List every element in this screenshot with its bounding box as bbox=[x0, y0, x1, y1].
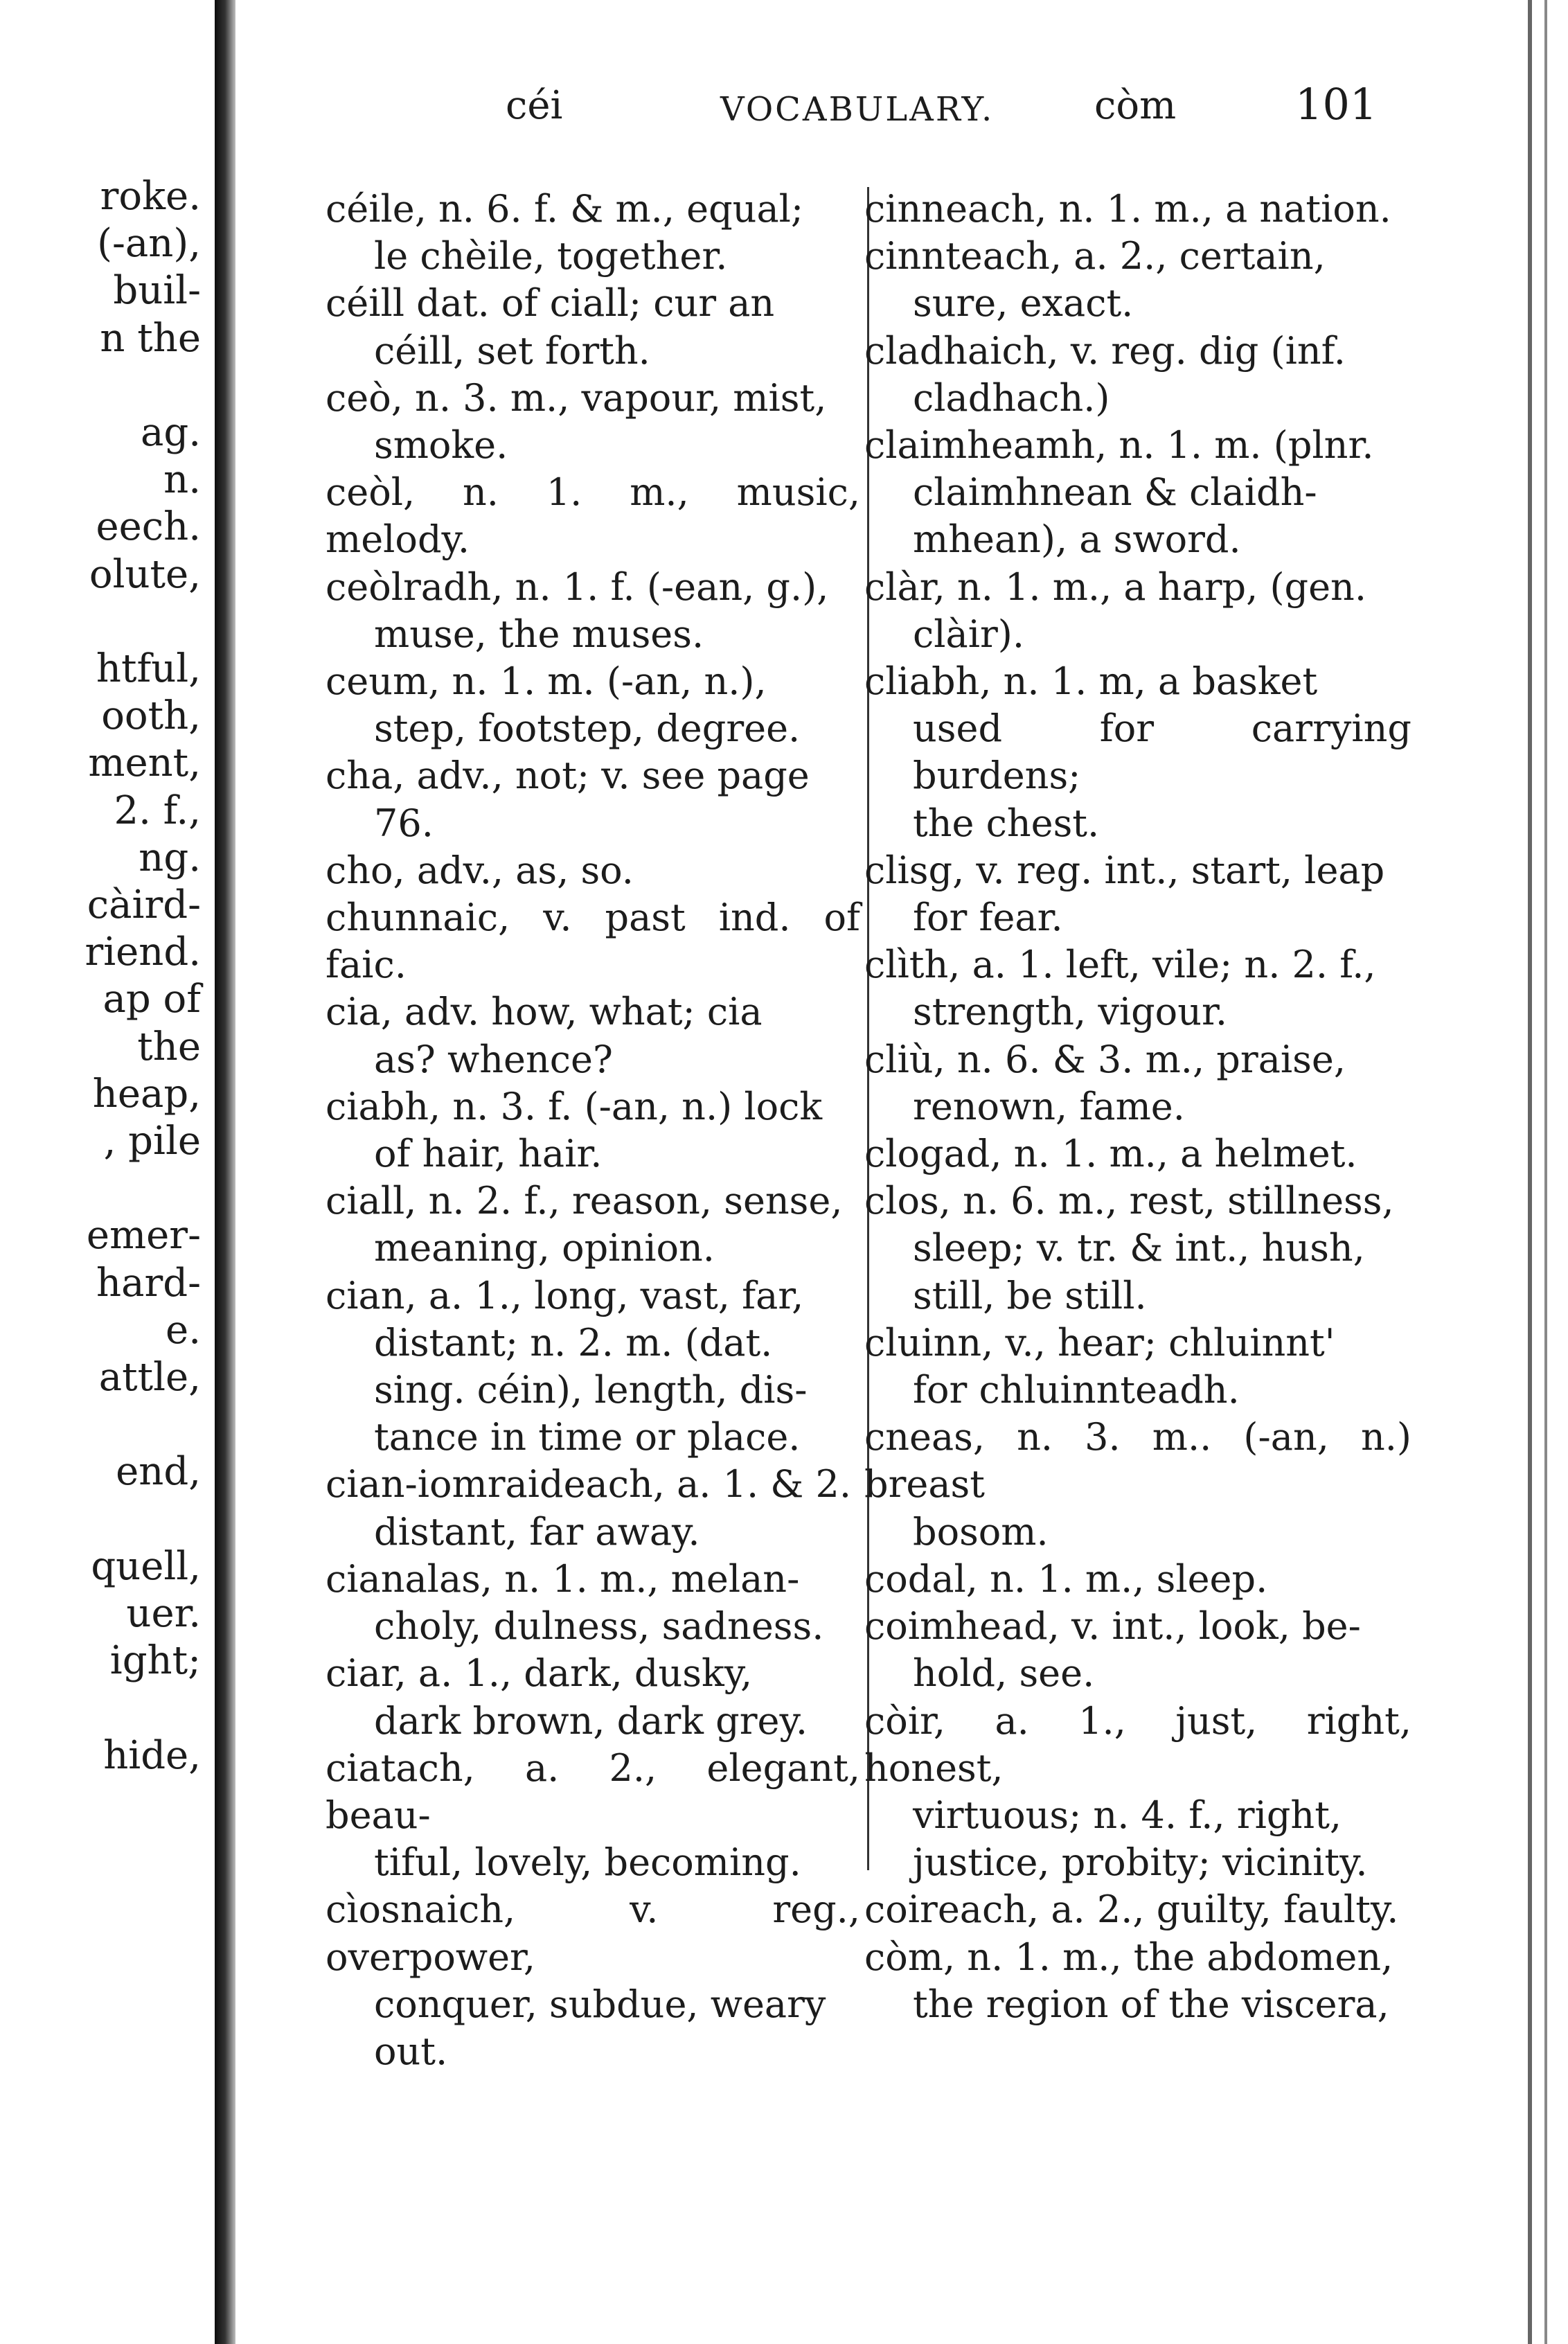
guide-word-first: céi bbox=[506, 83, 563, 128]
dictionary-entry bbox=[864, 941, 1411, 1036]
entry-continuation: 76. bbox=[374, 801, 434, 845]
entry-headline: cia, adv. how, what; cia bbox=[326, 990, 763, 1034]
entry-continuation: out. bbox=[374, 2029, 448, 2073]
dictionary-entry bbox=[326, 1272, 860, 1462]
dictionary-entry bbox=[326, 1886, 860, 2075]
entry-continuation: the region of the viscera, bbox=[913, 1982, 1389, 2026]
entry-continuation: justice, probity; vicinity. bbox=[913, 1840, 1368, 1885]
entry-headline: cneas, n. 3. m.. (-an, n.) breast bbox=[864, 1415, 1411, 1507]
facing-page-line: ment, bbox=[88, 740, 201, 786]
facing-page-line: 2. f., bbox=[114, 788, 201, 833]
entry-continuation: for fear. bbox=[913, 896, 1063, 940]
entry-continuation: claimhnean & claidh- bbox=[913, 470, 1317, 515]
entry-continuation: smoke. bbox=[374, 423, 508, 468]
dictionary-entry bbox=[864, 658, 1411, 847]
dictionary-entry bbox=[864, 1934, 1411, 2028]
entry-continuation: meaning, opinion. bbox=[374, 1226, 715, 1270]
entry-headline: codal, n. 1. m., sleep. bbox=[864, 1556, 1268, 1601]
facing-page-line: eech. bbox=[96, 504, 201, 550]
entry-headline: cian-iomraideach, a. 1. & 2. bbox=[326, 1462, 852, 1507]
entry-continuation: for chluinnteadh. bbox=[913, 1368, 1240, 1412]
facing-page-line: heap, bbox=[92, 1071, 201, 1117]
entry-headline: ciar, a. 1., dark, dusky, bbox=[326, 1651, 753, 1696]
entry-headline: cliabh, n. 1. m, a basket bbox=[864, 659, 1318, 704]
facing-page-line: emer- bbox=[86, 1213, 201, 1259]
dictionary-entry bbox=[864, 1320, 1411, 1414]
entry-headline: clogad, n. 1. m., a helmet. bbox=[864, 1132, 1357, 1176]
dictionary-entry bbox=[864, 847, 1411, 941]
facing-page-line: hide, bbox=[103, 1732, 201, 1778]
entry-headline: cha, adv., not; v. see page bbox=[326, 754, 810, 798]
entry-continuation: used for carrying burdens; bbox=[913, 707, 1411, 798]
entry-continuation: of hair, hair. bbox=[374, 1132, 603, 1176]
dictionary-entry bbox=[326, 658, 860, 752]
dictionary-entry bbox=[864, 1603, 1411, 1697]
facing-page-line: ng. bbox=[139, 835, 201, 880]
entry-continuation: céill, set forth. bbox=[374, 328, 650, 373]
page-edge bbox=[1544, 0, 1547, 2344]
entry-continuation: hold, see. bbox=[913, 1651, 1095, 1696]
dictionary-entry bbox=[326, 1083, 860, 1178]
entry-headline: coireach, a. 2., guilty, faulty. bbox=[864, 1888, 1399, 1932]
entry-headline: cianalas, n. 1. m., melan- bbox=[326, 1556, 800, 1601]
entry-headline: chunnaic, v. past ind. of faic. bbox=[326, 896, 860, 987]
vocabulary-column-right bbox=[864, 186, 1411, 2028]
dictionary-entry bbox=[864, 1886, 1411, 1933]
facing-page-line: buil- bbox=[113, 268, 201, 314]
dictionary-entry bbox=[864, 1698, 1411, 1887]
facing-page-line: ap of bbox=[103, 977, 201, 1022]
facing-page-line: (-an), bbox=[97, 221, 201, 267]
facing-page-line: ag. bbox=[140, 410, 201, 455]
entry-headline: céile, n. 6. f. & m., equal; bbox=[326, 187, 804, 231]
dictionary-entry bbox=[326, 847, 860, 894]
entry-continuation: mhean), a sword. bbox=[913, 517, 1241, 562]
entry-continuation: sleep; v. tr. & int., hush, bbox=[913, 1226, 1365, 1270]
entry-headline: ciall, n. 2. f., reason, sense, bbox=[326, 1179, 843, 1223]
dictionary-entry bbox=[864, 328, 1411, 422]
dictionary-entry bbox=[864, 233, 1411, 327]
entry-continuation: sing. céin), length, dis- bbox=[374, 1368, 808, 1412]
dictionary-entry bbox=[326, 186, 860, 280]
entry-headline: còir, a. 1., just, right, honest, bbox=[864, 1698, 1411, 1790]
entry-continuation: still, be still. bbox=[913, 1273, 1147, 1317]
entry-headline: ceò, n. 3. m., vapour, mist, bbox=[326, 375, 827, 420]
running-head bbox=[485, 79, 1420, 145]
entry-headline: clos, n. 6. m., rest, stillness, bbox=[864, 1179, 1394, 1223]
entry-headline: ciabh, n. 3. f. (-an, n.) lock bbox=[326, 1084, 823, 1128]
entry-headline: ciatach, a. 2., elegant, beau- bbox=[326, 1746, 860, 1837]
entry-headline: ceòl, n. 1. m., music, melody. bbox=[326, 470, 860, 562]
dictionary-entry bbox=[326, 280, 860, 374]
entry-continuation: sure, exact. bbox=[913, 281, 1134, 326]
dictionary-entry bbox=[326, 564, 860, 658]
facing-page-line: roke. bbox=[100, 174, 201, 219]
entry-continuation: step, footstep, degree. bbox=[374, 707, 801, 751]
facing-page-line: n. bbox=[163, 457, 201, 503]
dictionary-entry bbox=[326, 894, 860, 988]
dictionary-entry bbox=[326, 1745, 860, 1887]
entry-continuation: virtuous; n. 4. f., right, bbox=[913, 1793, 1342, 1837]
facing-page-line: attle, bbox=[98, 1355, 201, 1400]
dictionary-entry bbox=[326, 1650, 860, 1744]
entry-continuation: cladhach.) bbox=[913, 375, 1110, 420]
entry-headline: coimhead, v. int., look, be- bbox=[864, 1604, 1361, 1649]
facing-page-line: càird- bbox=[87, 882, 201, 927]
dictionary-entry bbox=[864, 1414, 1411, 1556]
entry-continuation: le chèile, together. bbox=[374, 234, 728, 278]
entry-headline: cian, a. 1., long, vast, far, bbox=[326, 1273, 804, 1317]
dictionary-entry bbox=[864, 186, 1411, 233]
entry-continuation: clàir). bbox=[913, 612, 1025, 656]
entry-headline: cluinn, v., hear; chluinnt' bbox=[864, 1320, 1335, 1365]
facing-page-line: riend. bbox=[84, 930, 201, 975]
entry-continuation: tance in time or place. bbox=[374, 1415, 801, 1459]
dictionary-entry bbox=[864, 564, 1411, 658]
entry-headline: ceum, n. 1. m. (-an, n.), bbox=[326, 659, 767, 704]
entry-continuation: choly, dulness, sadness. bbox=[374, 1604, 824, 1649]
entry-headline: còm, n. 1. m., the abdomen, bbox=[864, 1935, 1393, 1979]
entry-continuation: tiful, lovely, becoming. bbox=[374, 1840, 801, 1885]
entry-headline: ceòlradh, n. 1. f. (-ean, g.), bbox=[326, 565, 829, 609]
dictionary-entry bbox=[326, 469, 860, 563]
entry-headline: cladhaich, v. reg. dig (inf. bbox=[864, 328, 1346, 373]
entry-headline: cinnteach, a. 2., certain, bbox=[864, 234, 1326, 278]
entry-continuation: distant, far away. bbox=[374, 1509, 700, 1554]
facing-page-line: e. bbox=[166, 1307, 201, 1353]
dictionary-entry bbox=[864, 1036, 1411, 1130]
entry-continuation: dark brown, dark grey. bbox=[374, 1698, 808, 1743]
facing-page-line: htful, bbox=[96, 646, 201, 691]
dictionary-entry bbox=[864, 422, 1411, 564]
guide-word-last: còm bbox=[1094, 83, 1177, 128]
entry-headline: claimheamh, n. 1. m. (plnr. bbox=[864, 423, 1374, 468]
dictionary-entry bbox=[326, 1178, 860, 1272]
entry-continuation: muse, the muses. bbox=[374, 612, 704, 656]
book-gutter bbox=[215, 0, 235, 2344]
entry-continuation: distant; n. 2. m. (dat. bbox=[374, 1320, 773, 1365]
dictionary-entry bbox=[326, 1556, 860, 1650]
dictionary-entry bbox=[864, 1178, 1411, 1320]
entry-headline: cìosnaich, v. reg., overpower, bbox=[326, 1888, 860, 1979]
dictionary-entry bbox=[326, 988, 860, 1083]
entry-headline: céill dat. of ciall; cur an bbox=[326, 281, 775, 326]
facing-page-line: the bbox=[137, 1024, 201, 1069]
page-title: VOCABULARY. bbox=[720, 90, 995, 129]
facing-page-line: hard- bbox=[96, 1260, 201, 1306]
facing-page-line: quell, bbox=[91, 1543, 201, 1589]
facing-page-fragment bbox=[0, 173, 208, 1836]
entry-headline: clisg, v. reg. int., start, leap bbox=[864, 848, 1385, 892]
facing-page-line: ooth, bbox=[101, 693, 201, 739]
facing-page-line: , pile bbox=[103, 1119, 201, 1164]
vocabulary-column-left bbox=[326, 186, 860, 2075]
entry-headline: cho, adv., as, so. bbox=[326, 848, 634, 892]
entry-continuation: renown, fame. bbox=[913, 1084, 1185, 1128]
page-number: 101 bbox=[1295, 79, 1378, 130]
entry-continuation: strength, vigour. bbox=[913, 990, 1228, 1034]
page-edge bbox=[1528, 0, 1532, 2344]
facing-page-line: olute, bbox=[89, 551, 201, 597]
dictionary-entry bbox=[326, 375, 860, 469]
dictionary-entry bbox=[864, 1556, 1411, 1603]
facing-page-line: ight; bbox=[109, 1638, 201, 1684]
entry-continuation: as? whence? bbox=[374, 1037, 613, 1081]
entry-headline: cinneach, n. 1. m., a nation. bbox=[864, 187, 1391, 231]
entry-headline: cliù, n. 6. & 3. m., praise, bbox=[864, 1037, 1346, 1081]
entry-headline: clìth, a. 1. left, vile; n. 2. f., bbox=[864, 943, 1376, 987]
facing-page-line: n the bbox=[100, 315, 201, 361]
facing-page-line: end, bbox=[116, 1449, 201, 1495]
entry-headline: clàr, n. 1. m., a harp, (gen. bbox=[864, 565, 1366, 609]
facing-page-line: uer. bbox=[126, 1591, 201, 1636]
entry-continuation: conquer, subdue, weary bbox=[374, 1982, 826, 2026]
dictionary-entry bbox=[326, 1461, 860, 1555]
dictionary-entry bbox=[326, 752, 860, 846]
entry-continuation: the chest. bbox=[913, 801, 1100, 845]
entry-continuation: bosom. bbox=[913, 1509, 1049, 1554]
dictionary-entry bbox=[864, 1130, 1411, 1178]
